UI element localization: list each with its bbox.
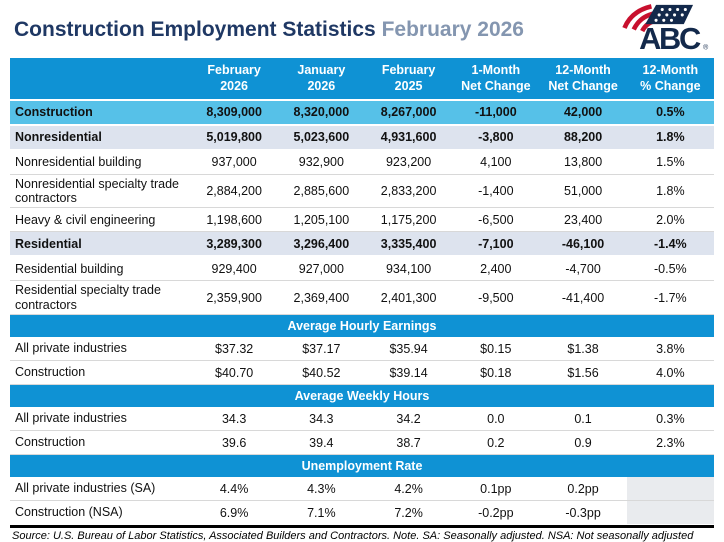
value-cell: -1.4% — [627, 232, 714, 257]
value-cell: -0.2pp — [478, 505, 514, 520]
value-cell: 51,000 — [539, 174, 626, 208]
value-cell: 0.3% — [627, 407, 714, 431]
row-label: Heavy & civil engineering — [10, 208, 191, 232]
value-cell: -0.5% — [627, 256, 714, 281]
row-label: Residential — [10, 232, 191, 257]
value-cell: $0.18 — [452, 361, 539, 385]
row-label: Nonresidential specialty trade contractors — [10, 174, 191, 208]
value-cell: 4.0% — [627, 361, 714, 385]
value-cell: 0.5% — [627, 100, 714, 125]
value-cell: -0.3pp — [565, 505, 601, 520]
value-cell: 34.2 — [365, 407, 452, 431]
col-header-january-2026: January 2026 — [278, 58, 365, 100]
value-cell: 5,023,600 — [278, 125, 365, 150]
value-cell: 13,800 — [539, 150, 626, 175]
table-row-residential-building — [10, 256, 714, 281]
source-footnote: Source: U.S. Bureau of Labor Statistics, Associated Builders and Contractors. Note. SA: Seasonally adjusted. NSA: Not seasonally adjusted — [12, 530, 694, 542]
value-cell: 932,900 — [278, 150, 365, 175]
section-header-unemployment-rate — [10, 455, 714, 478]
value-cell: 4.3% — [278, 477, 365, 501]
table-row-awh-all-private — [10, 407, 714, 431]
value-cell: 1.5% — [627, 150, 714, 175]
value-cell: 4,931,600 — [365, 125, 452, 150]
value-cell: 1.8% — [627, 174, 714, 208]
col-header-12-month-net-change: 12-Month Net Change — [539, 58, 626, 100]
value-cell: 0.9 — [539, 431, 626, 455]
value-cell: 6.9% — [219, 505, 249, 520]
row-label: Construction — [10, 431, 191, 455]
value-cell: 2,369,400 — [278, 281, 365, 315]
value-cell: 7.1% — [307, 505, 336, 520]
value-cell: -6,500 — [452, 208, 539, 232]
value-cell: -11,000 — [452, 100, 539, 125]
table-row-nonresidential-building — [10, 150, 714, 175]
value-cell: -1,400 — [452, 174, 539, 208]
row-label: Construction (NSA) — [15, 505, 123, 520]
col-header-february-2025: February 2025 — [365, 58, 452, 100]
value-cell: -9,500 — [452, 281, 539, 315]
table-row-residential-specialty — [10, 281, 714, 315]
value-cell: 2.0% — [627, 208, 714, 232]
value-cell: 8,267,000 — [365, 100, 452, 125]
section-header-average-weekly-hours — [10, 385, 714, 408]
value-cell: -46,100 — [539, 232, 626, 257]
table-row-residential — [10, 232, 714, 257]
row-label: Construction — [10, 100, 191, 125]
value-cell: 5,019,800 — [191, 125, 278, 150]
column-header-row — [10, 58, 714, 100]
row-label: Residential building — [10, 256, 191, 281]
employment-statistics-table — [10, 58, 714, 524]
value-cell: $0.15 — [452, 337, 539, 361]
value-cell: 3,296,400 — [278, 232, 365, 257]
abc-logo — [616, 3, 710, 58]
value-cell: -3,800 — [452, 125, 539, 150]
value-cell: 39.4 — [278, 431, 365, 455]
value-cell: 929,400 — [191, 256, 278, 281]
logo-registered-mark: ® — [703, 44, 709, 52]
section-title: Unemployment Rate — [10, 455, 714, 478]
section-title: Average Hourly Earnings — [10, 315, 714, 338]
value-cell: 2,401,300 — [365, 281, 452, 315]
table-row-ur-construction-nsa — [10, 501, 714, 525]
row-label: All private industries — [10, 407, 191, 431]
value-cell: $37.32 — [191, 337, 278, 361]
row-label: Nonresidential — [10, 125, 191, 150]
page-title — [14, 18, 524, 42]
value-cell: 39.6 — [191, 431, 278, 455]
value-cell: 4.4% — [191, 477, 278, 501]
col-header-1-month-net-change: 1-Month Net Change — [452, 58, 539, 100]
value-cell: 38.7 — [365, 431, 452, 455]
value-cell: 8,309,000 — [191, 100, 278, 125]
value-cell: $40.70 — [191, 361, 278, 385]
value-cell: 3,289,300 — [191, 232, 278, 257]
value-cell: $40.52 — [278, 361, 365, 385]
value-cell: $35.94 — [365, 337, 452, 361]
value-cell: 42,000 — [539, 100, 626, 125]
table-row-nonresidential — [10, 125, 714, 150]
table-row-heavy-civil — [10, 208, 714, 232]
cell-blank-shaded — [627, 501, 714, 525]
value-cell: 2,885,600 — [278, 174, 365, 208]
col-header-12-month-pct-change: 12-Month % Change — [627, 58, 714, 100]
footer-divider — [10, 525, 714, 528]
value-cell: 2,359,900 — [191, 281, 278, 315]
value-cell: 4,100 — [452, 150, 539, 175]
value-cell: 34.3 — [278, 407, 365, 431]
table-row-ur-all-private-sa — [10, 477, 714, 501]
value-cell: 3,335,400 — [365, 232, 452, 257]
cell-blank-shaded — [627, 477, 714, 501]
value-cell: -41,400 — [539, 281, 626, 315]
value-cell: 88,200 — [539, 125, 626, 150]
table-row-ahe-construction — [10, 361, 714, 385]
value-cell: $37.17 — [278, 337, 365, 361]
value-cell: $39.14 — [365, 361, 452, 385]
value-cell: 0.1pp — [452, 477, 539, 501]
value-cell: 0.1 — [539, 407, 626, 431]
value-cell: 2.3% — [627, 431, 714, 455]
value-cell: 8,320,000 — [278, 100, 365, 125]
value-cell: -1.7% — [627, 281, 714, 315]
title-main: Construction Employment Statistics — [14, 18, 376, 41]
title-period: February 2026 — [381, 18, 524, 41]
value-cell: 0.2 — [452, 431, 539, 455]
value-cell: 3.8% — [627, 337, 714, 361]
col-header-february-2026: February 2026 — [191, 58, 278, 100]
value-cell: 0.0 — [452, 407, 539, 431]
value-cell: 937,000 — [191, 150, 278, 175]
row-label: Nonresidential building — [10, 150, 191, 175]
value-cell: 2,833,200 — [365, 174, 452, 208]
row-label: Residential specialty trade contractors — [10, 281, 191, 315]
value-cell: 934,100 — [365, 256, 452, 281]
table-row-nonresidential-specialty — [10, 174, 714, 208]
value-cell: 0.2pp — [539, 477, 626, 501]
value-cell: 1.8% — [627, 125, 714, 150]
value-cell: 7.2% — [394, 505, 423, 520]
col-header-blank — [10, 58, 191, 100]
value-cell: 1,198,600 — [191, 208, 278, 232]
value-cell: 4.2% — [365, 477, 452, 501]
value-cell: 2,884,200 — [191, 174, 278, 208]
value-cell: -4,700 — [539, 256, 626, 281]
value-cell: 923,200 — [365, 150, 452, 175]
table-row-ahe-all-private — [10, 337, 714, 361]
value-cell: $1.56 — [539, 361, 626, 385]
table-row-awh-construction — [10, 431, 714, 455]
value-cell: -7,100 — [452, 232, 539, 257]
logo-letters: ABC — [639, 20, 699, 53]
abc-flag-logo-graphic — [616, 3, 710, 53]
value-cell: 23,400 — [539, 208, 626, 232]
row-label: Construction — [10, 361, 191, 385]
value-cell: 927,000 — [278, 256, 365, 281]
value-cell: 1,175,200 — [365, 208, 452, 232]
value-cell: $1.38 — [539, 337, 626, 361]
table-row-construction — [10, 100, 714, 125]
page-header — [0, 0, 724, 58]
value-cell: 2,400 — [452, 256, 539, 281]
value-cell: 34.3 — [191, 407, 278, 431]
row-label: All private industries (SA) — [10, 477, 191, 501]
row-label: All private industries — [10, 337, 191, 361]
value-cell: 1,205,100 — [278, 208, 365, 232]
section-header-average-hourly-earnings — [10, 315, 714, 338]
section-title: Average Weekly Hours — [10, 385, 714, 408]
